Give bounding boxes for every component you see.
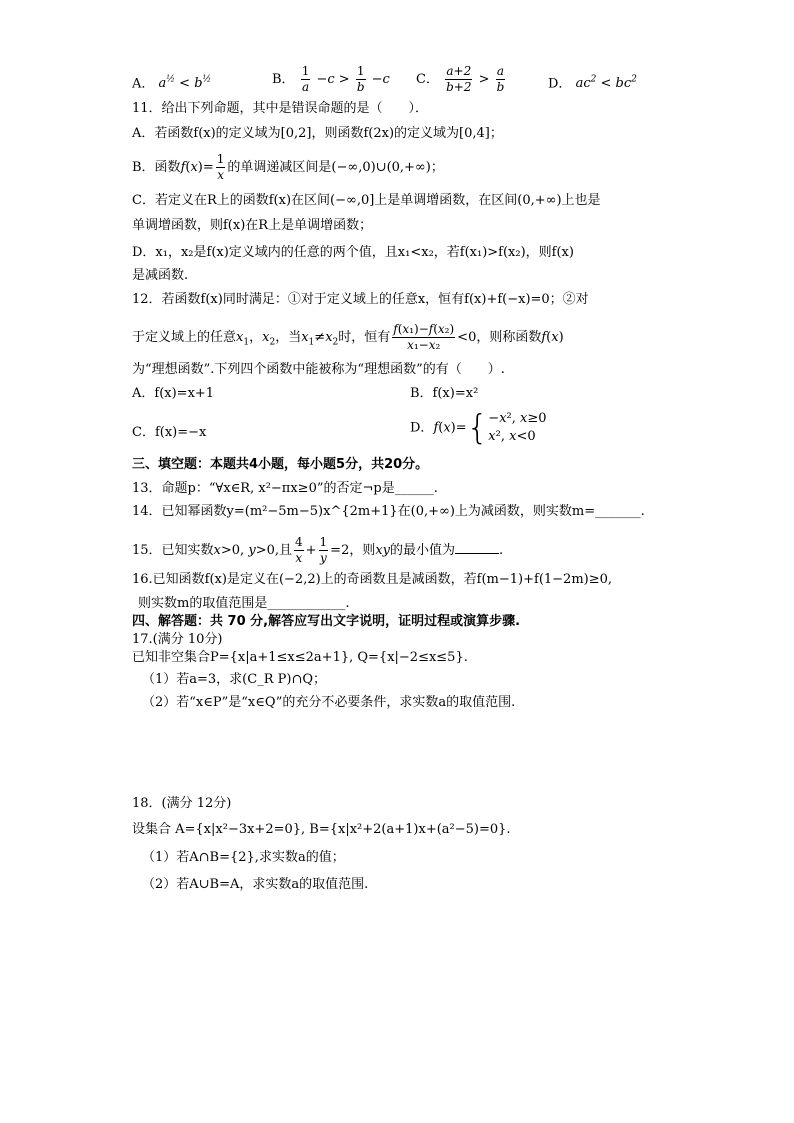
q10-option-a-label: A． <box>132 76 155 92</box>
q10-option-d <box>548 70 637 94</box>
q17-title: 17.(满分 10分) <box>132 632 223 647</box>
q13: 13．命题p：“∀x∈R, x²−πx≥0”的否定¬p是______. <box>132 481 438 496</box>
q12-line1: 12．若函数f(x)同时满足：①对于定义域上的任意x，恒有f(x)+f(−x)=0；②对 <box>132 292 589 307</box>
q12-option-c: C．f(x)=−x <box>132 425 207 440</box>
q10-option-b-label: B． <box>272 72 295 87</box>
q18-part2: （2）若A∪B=A，求实数a的取值范围. <box>142 877 369 892</box>
q10-c-frac1: $\frac{a+2}{b+2}$ <box>446 64 472 94</box>
q10-option-c-label: C． <box>416 72 439 87</box>
q11-option-c-line1: C．若定义在R上的函数f(x)在区间(−∞,0]上是单调增函数，在区间(0,+∞)上也是 <box>132 193 601 208</box>
q10-option-c: C． $\frac{a+2}{b+2}$ > $\frac{a}{b}$ <box>416 64 505 94</box>
q17-part2: （2）若“x∈P”是“x∈Q”的充分不必要条件，求实数a的取值范围. <box>142 695 516 710</box>
q10-option-a <box>132 70 211 94</box>
q17-stem: 已知非空集合P={x|a+1≤x≤2a+1}, Q={x|−2≤x≤5}. <box>132 650 468 665</box>
q11-option-a: A．若函数f(x)的定义域为[0,2]，则函数f(2x)的定义域为[0,4]； <box>132 126 503 141</box>
q17-part1: （1）若a=3，求(C_R P)∩Q； <box>142 672 326 687</box>
q10-option-d-label: D． <box>548 76 572 92</box>
q11-stem: 11．给出下列命题，其中是错误命题的是（ ）． <box>132 101 429 116</box>
q12-line2: 于定义域上的任意$x_1$，$x_2$，当$x_1\ne x_2$时，恒有 $\frac{\text{f(x₁)−f(x₂)}}{\text{x₁−x₂}}$ <0，则称函数f(x) <box>132 322 564 352</box>
q11-option-c-line2: 单调增函数，则f(x)在R上是单调增函数； <box>132 218 373 233</box>
q10-b-frac1: $\frac{1}{a}$ <box>301 64 310 94</box>
q18-title: 18．(满分 12分) <box>132 796 232 811</box>
section4-heading: 四、解答题：共 70 分,解答应写出文字说明，证明过程或演算步骤. <box>132 614 521 629</box>
q10-c-frac2: $\frac{a}{b}$ <box>496 64 505 94</box>
q11-option-d-line1: D．x₁，x₂是f(x)定义域内的任意的两个值，且x₁<x₂，若f(x₁)>f(x₂)，则f(x) <box>132 245 574 260</box>
q12-option-b: B．f(x)=x² <box>410 386 479 401</box>
q18-stem: 设集合 A={x|x²−3x+2=0}, B={x|x²+2(a+1)x+(a²−5)=0}. <box>132 822 511 837</box>
q12-option-d: D．f(x)={ −x², x≥0 x², x<0 <box>410 408 547 448</box>
q12-line3: 为“理想函数”.下列四个函数中能被称为“理想函数”的有（ ）. <box>132 362 505 377</box>
section3-heading: 三、填空题：本题共4小题，每小题5分，共20分。 <box>132 457 429 472</box>
q15: 15．已知实数x>0, y>0,且 $\frac{4}{x}$ + $\frac{1}{y}$ =2，则xy的最小值为 . <box>132 535 504 565</box>
q12-option-a: A．f(x)=x+1 <box>132 386 215 401</box>
q10-option-d-math: $ac^2 < bc^2$ <box>575 75 637 92</box>
q10-option-a-math: $a^{\frac{1}{2}} < b^{\frac{1}{2}}$ <box>158 75 212 92</box>
q18-part1: （1）若A∩B={2},求实数a的值； <box>142 850 345 865</box>
q16-line1: 16.已知函数f(x)是定义在(−2,2)上的奇函数且是减函数，若f(m−1)+f(1−2m)≥0, <box>132 572 613 587</box>
q10-option-b: B． $\frac{1}{a}$ −c > $\frac{1}{b}$ −c <box>272 64 390 94</box>
q11-option-b: B．函数f(x)= $\frac{1}{x}$ 的单调递减区间是(−∞,0)∪(0,+∞)； <box>132 152 444 182</box>
q16-line2: 则实数m的取值范围是____________. <box>138 596 350 611</box>
q14: 14．已知幂函数y=(m²−5m−5)x^{2m+1}在(0,+∞)上为减函数，则实数m=_______. <box>132 504 645 519</box>
q11-option-d-line2: 是减函数. <box>132 268 189 283</box>
q10-b-frac2: $\frac{1}{b}$ <box>356 64 365 94</box>
